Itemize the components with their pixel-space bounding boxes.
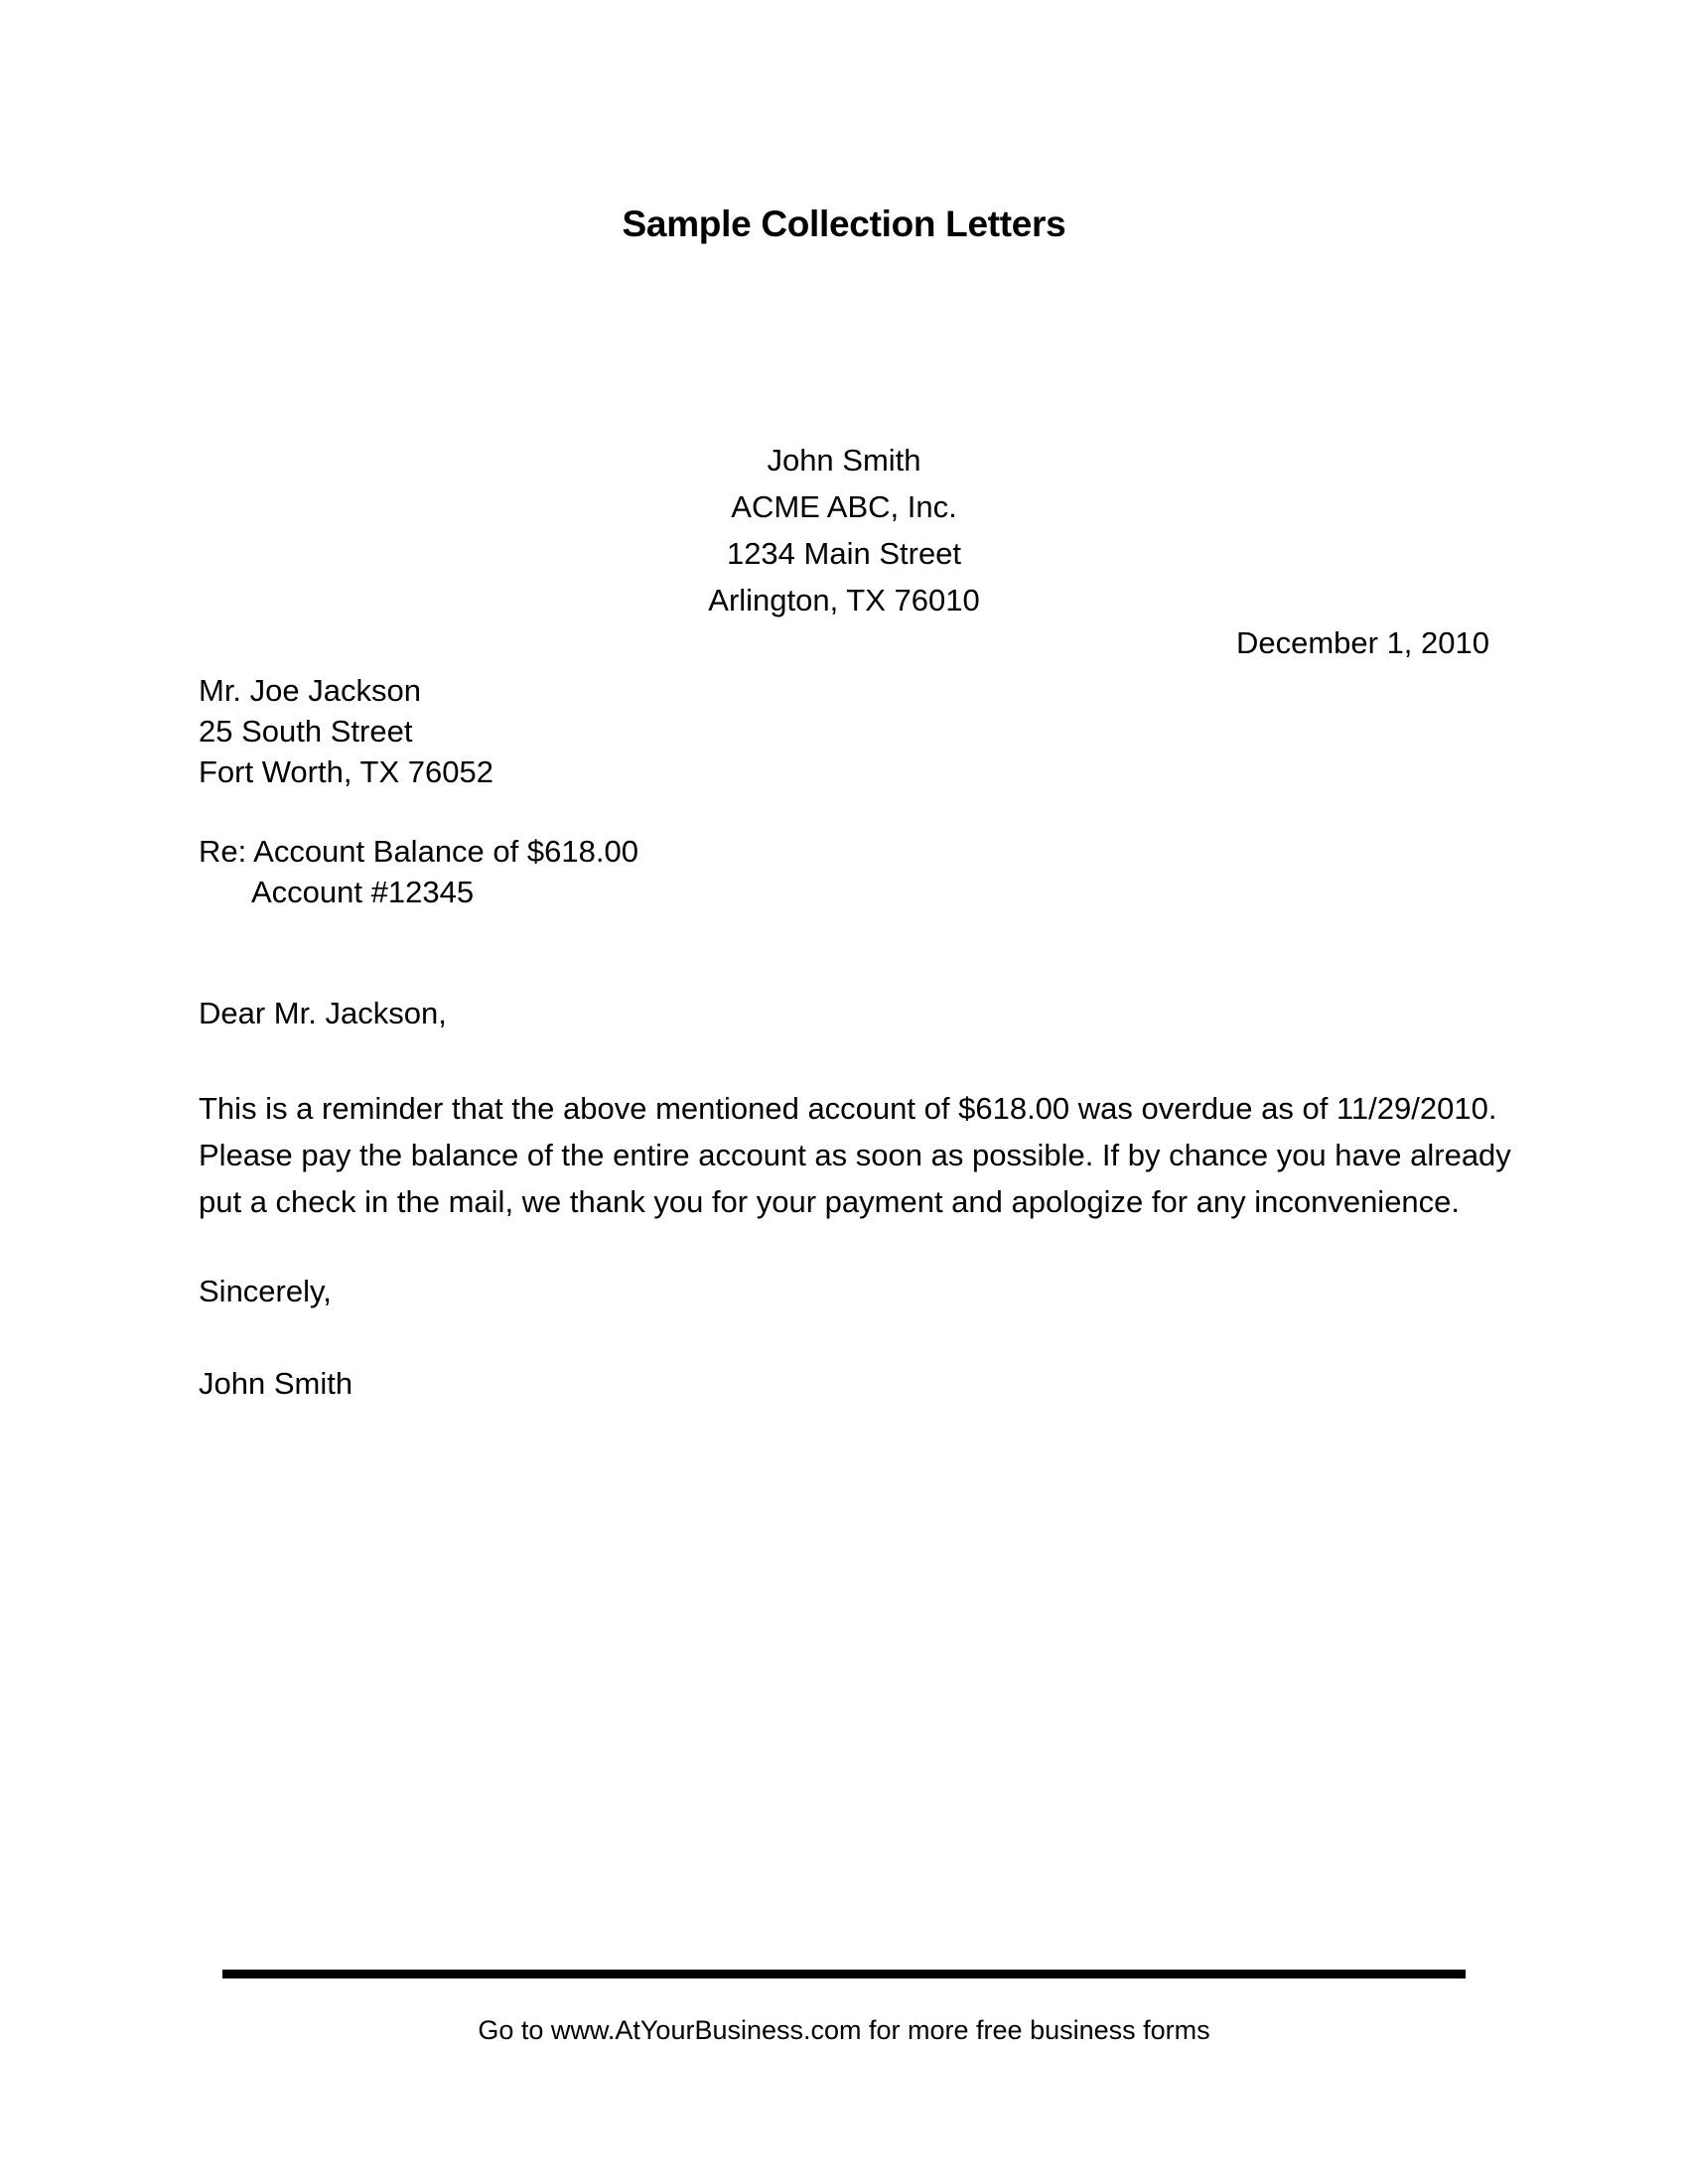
closing: Sincerely,	[199, 1274, 332, 1308]
letter-date: December 1, 2010	[1235, 625, 1489, 660]
letter-body-paragraph	[199, 1085, 1511, 1225]
footer-promo-text: Go to www.AtYourBusiness.com for more free business forms	[478, 2015, 1210, 2045]
salutation: Dear Mr. Jackson,	[199, 996, 447, 1030]
sender-street: 1234 Main Street	[726, 536, 962, 571]
recipient-name: Mr. Joe Jackson	[199, 673, 421, 708]
recipient-city-state-zip: Fort Worth, TX 76052	[199, 754, 493, 789]
footer-divider	[222, 1970, 1466, 1979]
sender-name: John Smith	[767, 443, 921, 478]
body-line: This is a reminder that the above mentioned account of $618.00 was overdue as of 11/29/2010.	[199, 1091, 1497, 1126]
body-line: Please pay the balance of the entire account as soon as possible. If by chance you have already	[199, 1138, 1511, 1172]
sender-city-state-zip: Arlington, TX 76010	[708, 583, 980, 617]
reference-account-number: Account #12345	[251, 875, 475, 909]
sender-company: ACME ABC, Inc.	[731, 489, 957, 524]
reference-block	[199, 831, 638, 912]
reference-balance: Re: Account Balance of $618.00	[199, 834, 638, 869]
recipient-street: 25 South Street	[199, 714, 413, 749]
document-title: Sample Collection Letters	[622, 204, 1066, 244]
recipient-address-block	[199, 670, 493, 792]
sender-address-block	[0, 437, 1688, 623]
body-line: put a check in the mail, we thank you for your payment and apologize for any inconvenience.	[199, 1184, 1461, 1219]
signature-name: John Smith	[199, 1366, 353, 1401]
